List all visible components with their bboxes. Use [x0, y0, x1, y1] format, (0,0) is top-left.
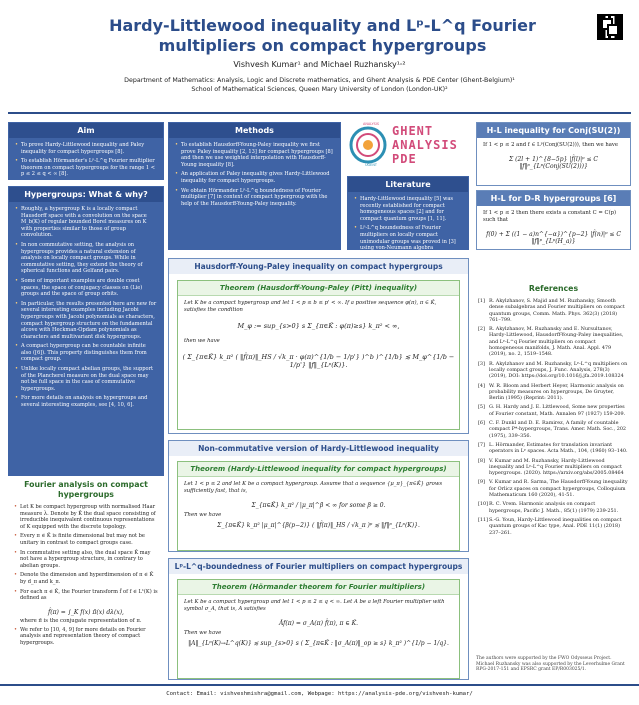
footer-contact[interactable]: Contact: Email: vishveshmishra@gmail.com, Webpage: https://analysis-pde.org/vishvesh-kumar/	[0, 684, 639, 705]
nc-theorem-box	[177, 461, 460, 551]
mult-theorem-text2: Then we have	[184, 630, 222, 636]
methods-item: • An application of Paley inequality gives Hardy-Littlewood inequality for compact hypergroups.	[175, 171, 334, 184]
literature-box	[347, 176, 469, 258]
hypergroups-item: • In particular, the results presented here are new for several interesting examples including Jacobi hypergroups with Jacobi polynomials as characters, compact hypergroup structure on the fundamental alcove with Heckman-Opdam polynomials as characters and multivariant disk hypergroups.	[15, 301, 157, 341]
aim-heading: Aim	[9, 123, 163, 138]
fourier-section	[8, 480, 164, 680]
references-heading: References	[528, 284, 579, 293]
header-divider	[8, 112, 631, 114]
literature-heading: Literature	[348, 177, 468, 192]
reference-item: [11] S.-G. Youn, Hardy-Littlewood inequalities on compact quantum groups of Kac type, Anal. PDE 11(1) (2018) 237–261.	[478, 516, 622, 536]
logo-line-pde: PDE	[392, 152, 417, 166]
fourier-item: • For each π ∈ K̂, the Fourier transform f̂ of f ∈ L¹(K) is defined as	[14, 589, 158, 602]
mult-theorem-box	[177, 579, 460, 679]
hyp-theorem-formula2: ( Σ_{π∈K̂} k_π² ( ‖f̂(π)‖_HS / √k_π · φ(π)^{1/b − 1/p'} )^b )^{1/b} ≲ M_φ^{1/b − 1/p'} ‖f‖_{Lᵖ(K)}.	[182, 353, 455, 369]
logo-line-ghent: GHENT	[392, 124, 434, 138]
affiliation-ghent: Department of Mathematics: Analysis, Logic and Discrete mathematics, and Ghent Analysis & PDE Center (Ghent-Belgium)¹	[124, 77, 515, 84]
aim-box	[8, 122, 164, 180]
acknowledgement: The authors were supported by the FWO Odysseus Project. Michael Ruzhansky was also supported by the Leverhulme Grant RPG-2017-151 and EPSRC grant EP/R003025/1.	[476, 656, 625, 673]
hyp-section-heading: Hausdorff-Young-Paley inequality on compact hypergroups	[169, 259, 468, 274]
hyp-theorem-text1: Let K be a compact hypergroup and let 1 < p ≤ b ≤ p' < ∞. If a positive sequence φ(π), π ∈ K̂, satisfies the condition	[184, 300, 437, 313]
poster-title: Hardy-Littlewood inequality and Lᵖ-L^q Fourier multipliers on compact hypergroups	[109, 16, 536, 55]
ghent-analysis-pde-logo	[348, 122, 456, 168]
mult-theorem-text1: Let K be a compact hypergroup and let 1 < p ≤ 2 ≤ q < ∞. Let A be a left Fourier multiplier with symbol σ_A, that is, A satisfies	[184, 599, 445, 612]
fourier-item: • Let K be compact hypergroup with normalised Haar measure λ. Denote by K̂ the dual space consisting of irreducible inequivalent continuous representations of K equipped with the discrete topology.	[14, 504, 158, 530]
fourier-item: • Denote the dimension and hyperdimension of π ∈ K̂ by d_π and k_π.	[14, 572, 158, 585]
hypergroups-item: • Unlike locally compact abelian groups, the support of the Plancherel measure on the dual space may not be full space in the case of commutative hypergroups.	[15, 366, 157, 392]
fourier-heading: Fourier analysis on compact hypergroups	[24, 480, 148, 499]
fourier-list-tail	[8, 627, 164, 654]
literature-list	[348, 192, 468, 265]
reference-item: [5] G. H. Hardy and J. E. Littlewood, Some new properties of Fourier constant, Math. Annalen 97 (1927) 159-209.	[478, 404, 626, 417]
reference-item: [9] V. Kumar and R. Sarma, The Hausdorff-Young inequality for Orlicz spaces on compact hypergroups, Colloquium Mathematicum 160 (2020), 41-51.	[478, 479, 628, 499]
hl-dr-formula: f(0) + Σ ((1 − a)n^{−α})^{p−2} |f̂(n)|ᵖ ≤ C ‖f‖ᵖ_{Lᵖ(H_a)}	[486, 231, 621, 245]
hl-dr-heading: H-L for D-R hypergroups [6]	[477, 191, 630, 206]
hl-su2-formula: Σ (2l + 1)^{8−5p} |f̂(l)|ᵖ ≤ C ‖f‖ᵖ_{Lᵖ(Conj(SU(2)))}	[509, 156, 598, 170]
fourier-formula-note: where π̄ is the conjugate representation of π.	[20, 617, 142, 624]
poster-header	[0, 0, 639, 118]
hypergroups-item: • For more details on analysis on hypergroups and several interesting examples, see [4, 10, 6].	[15, 395, 157, 408]
reference-item: [8] V. Kumar and M. Ruzhansky, Hardy-Littlewood inequality and Lᵖ-L^q Fourier multipliers on compact hypergroups. (2020). https://arxiv.org/abs/2005.08464	[478, 457, 624, 477]
nc-section-box	[168, 440, 469, 552]
reference-item: [1] R. Akylzhanov, S. Majid and M. Ruzhansky, Smooth dense subalgebras and Fourier multipliers on compact quantum groups, Comm. Math. Phys. 362(3) (2018) 761–799.	[478, 298, 625, 323]
mult-theorem-title: Theorem (Hörmander theorem for Fourier multipliers)	[178, 580, 459, 595]
nc-section-heading: Non-commutative version of Hardy-Littlewood inequality	[169, 441, 468, 456]
affiliation-qmul: School of Mathematical Sciences, Queen Mary University of London (London-UK)²	[191, 86, 448, 93]
hl-su2-text: If 1 < p ≤ 2 and f ∈ Lᵖ(Conj(SU(2))), then we have	[483, 142, 619, 148]
hypergroups-item: • A compact hypergroup can be countable infinite also ([6]). This property distinguishes them from compact group.	[15, 343, 157, 363]
fourier-item: • We refer to [10, 4, 9] for more details on Fourier analysis and representation theory of compact hypergroups.	[14, 627, 158, 647]
hyp-section-box	[168, 258, 469, 434]
hyp-theorem-text2: then we have	[184, 338, 220, 344]
mult-theorem-formula2: ‖A‖_{Lᵖ(K)→L^q(K)} ≲ sup_{s>0} s ( Σ_{π∈K̂ : ‖σ_A(π)‖_op ≥ s} k_π² )^{1/p − 1/q}.	[188, 640, 449, 647]
mult-theorem-formula1: Âf(π) = σ_A(π) f̂(π), π ∈ K̂.	[278, 620, 359, 627]
methods-heading: Methods	[169, 123, 340, 138]
methods-item: • To establish Hausdorff-Young-Paley inequality we first prove Paley inequality [2, 13] for compact hypergroups [8] and then we use weighted interpolation with Hausdorff-Young inequality [8].	[175, 142, 334, 168]
qr-code-icon[interactable]	[597, 14, 623, 40]
hl-su2-box	[476, 122, 631, 186]
nc-theorem-text1: Let 1 < p ≤ 2 and let K be a compact hypergroup. Assume that a sequence {μ_π}_{π∈K̂} grows sufficiently fast, that is,	[184, 481, 443, 494]
mult-section-box	[168, 558, 469, 680]
hypergroups-item: • Some of important examples are double coset spaces, the space of conjugacy classes on (Lie) groups and the space of group orbits.	[15, 278, 157, 298]
reference-item: [4] W. R. Bloom and Herbert Heyer, Harmonic analysis on probability measures on hypergroups, De Gruyter, Berlin (1995) (Reprint: 2011).	[478, 382, 624, 402]
hypergroups-item: • In non commutative setting, the analysis on hypergroups provides a natural extension of analysis on locally compact groups. While in commutative setting, they extend the theory of spherical functions and Gelfand pairs.	[15, 242, 157, 275]
reference-item: [3] R. Akylzhanov and M. Ruzhansky, Lᵖ-L^q multipliers on locally compact groups, J. Func. Analysis, 278(3) (2019), DOI: https://doi.org/10.1016/j.jfa.2019.108324	[478, 360, 628, 380]
reference-item: [7] L. Hörmander, Estimates for translation invariant operators in Lᵖ spaces. Acta Math., 104, (1960) 93–140.	[478, 441, 628, 455]
hl-dr-text: If 1 < p ≤ 2 then there exists a constant C = C(p) such that	[483, 210, 617, 223]
hypergroups-heading: Hypergroups: What & why?	[9, 187, 163, 202]
hl-su2-heading: H-L inequality for Conj(SU(2))	[477, 123, 630, 138]
nc-theorem-title: Theorem (Hardy-Littlewood inequality for compact hypergroups)	[178, 462, 459, 477]
nc-theorem-text2: Then we have	[184, 512, 222, 518]
hl-dr-box	[476, 190, 631, 250]
methods-box	[168, 122, 341, 250]
reference-item: [2] R. Akylzhanov, M. Ruzhansky and E. Nursultanov, Hardy-Littlewood, Hausdorff-Young-Paley inequalities, and Lᵖ-L^q Fourier multipliers on compact homogeneous manifolds, J. Math. Anal. Appl. 479 (2019), no. 2, 1519–1548.	[478, 326, 624, 358]
mult-section-heading: Lᵖ-L^q-boundedness of Fourier multipliers on compact hypergroups	[169, 559, 468, 574]
hyp-theorem-box	[177, 280, 460, 430]
hyp-theorem-formula1: M_φ := sup_{s>0} s Σ_{π∈K̂ : φ(π)≥s} k_π² < ∞,	[237, 322, 400, 330]
logo-wordmark	[392, 124, 458, 166]
poster-affiliations	[0, 76, 639, 94]
poster-authors: Vishvesh Kumar¹ and Michael Ruzhansky¹˒²	[233, 60, 406, 69]
reference-item: [6] C. F. Dunkl and D. E. Ramirez, A family of countable compact P*-hypergroups, Trans. Amer. Math. Soc., 202 (1975), 339–356.	[478, 420, 627, 439]
nc-theorem-formula2: Σ_{π∈K̂} k_π² |μ_π|^{β(p−2)} ( ‖f̂(π)‖_HS / √k_π )ᵖ ≲ ‖f‖ᵖ_{Lᵖ(K)}.	[217, 522, 420, 529]
logo-ring-bottom: UGENT	[365, 163, 377, 167]
methods-item: • We obtain Hörmander Lᵖ-L^q boundedness of Fourier multiplier [7] in context of compact hypergroup with the help of the Hausdorff-Young-Paley inequality.	[175, 188, 334, 208]
literature-item: • Lᵖ-L^q boundedness of Fourier multipliers on locally compact unimodular groups was proved in [3] using von-Neumann algebra techniques.	[354, 225, 462, 258]
fourier-list	[8, 500, 164, 609]
logo-ring-top: ANALYSIS	[363, 122, 379, 126]
hypergroups-list	[9, 202, 163, 416]
nc-theorem-formula1: Σ_{π∈K̂} k_π² / |μ_π|^β < ∞ for some β ≥ 0.	[251, 502, 386, 509]
fourier-transform-formula: f̂(π) = ∫_K f(x) π̄(x) dλ(x),	[48, 608, 124, 616]
logo-line-analysis: ANALYSIS	[392, 138, 458, 152]
aim-item: • To establish Hörmander's Lᵖ-L^q Fourier multiplier theorem on compact hypergroups for the range 1 < p ≤ 2 ≤ q < ∞ [8].	[15, 158, 157, 178]
reference-item: [10] R. C. Vrem. Harmonic analysis on compact hypergroups, Pacific J. Math., 85(1) (1979) 239-251.	[478, 501, 619, 514]
aim-list	[9, 138, 163, 185]
hyp-theorem-title: Theorem (Hausdorff-Young-Paley (Pitt) inequality)	[178, 281, 459, 296]
aim-item: • To prove Hardy-Littlewood inequality and Paley inequality for compact hypergroups [8].	[15, 142, 157, 155]
fourier-item: • Every π ∈ K̂ is finite dimensional but may not be unitary in contrast to compact groups case.	[14, 533, 158, 546]
literature-item: • Hardy-Littlewood inequality [5] was recently established for compact homogeneous spaces [2] and for compact quantum groups [1, 11].	[354, 196, 462, 222]
hypergroups-box	[8, 186, 164, 476]
references-section	[476, 284, 631, 543]
references-list	[476, 294, 631, 543]
fourier-item: • In commutative setting also, the dual space K̂ may not have a hypergroup structure, in contrary to abelian groups.	[14, 550, 158, 570]
hypergroups-item: • Roughly, a hypergroup K is a locally compact Hausdorff space with a convolution on the space M_b(K) of regular bounded Borel measures on K with properties similar to those of group convolution.	[15, 206, 157, 239]
methods-list	[169, 138, 340, 214]
